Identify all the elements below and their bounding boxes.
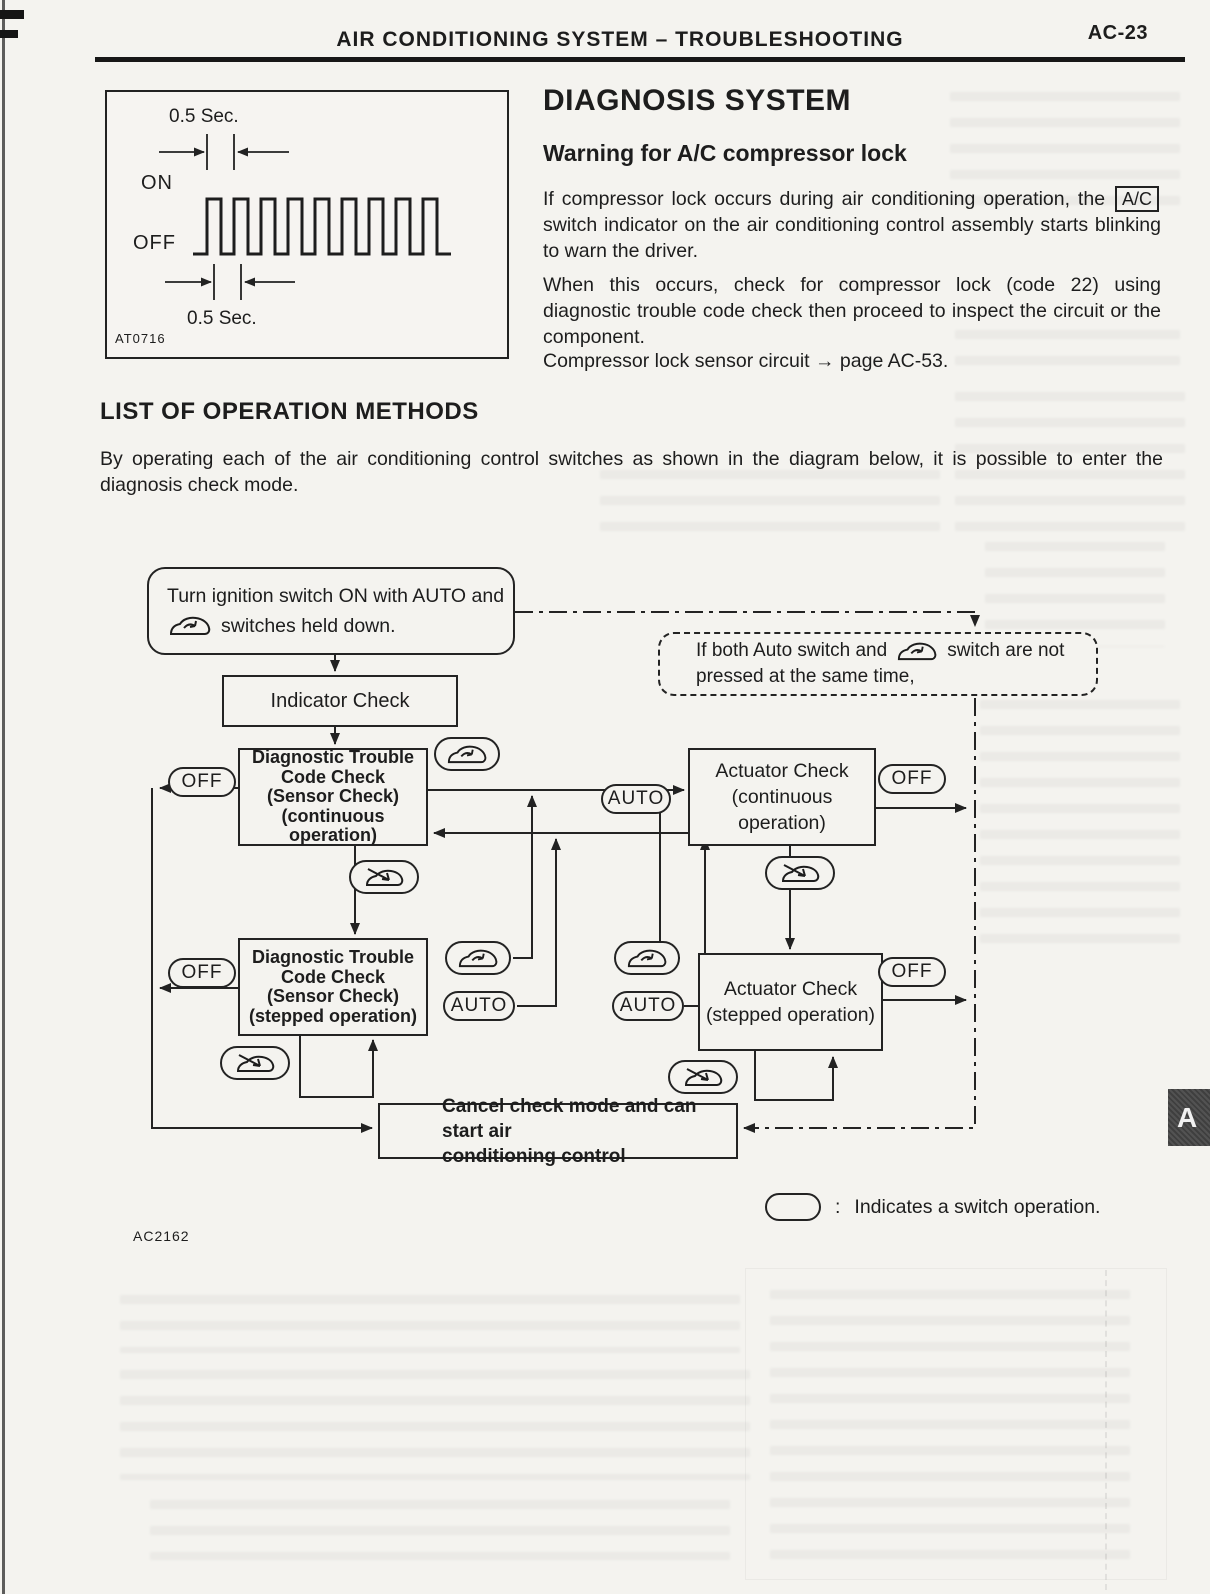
figure-code: AT0716 [115, 331, 166, 346]
recirculation-switch-oval [614, 941, 680, 975]
off-switch-oval [878, 957, 946, 987]
auto-label: AUTO [607, 788, 665, 809]
box-text-line: (continuous [281, 805, 385, 826]
off-label: OFF [891, 768, 933, 789]
bleed-through-artifact [745, 1268, 1167, 1580]
section-tab-label: A [1177, 1101, 1198, 1133]
square-wave-drawing [107, 92, 502, 352]
box-text-line: (Sensor Check) [266, 786, 400, 807]
off-switch-oval [168, 958, 236, 988]
indicator-check-box [222, 675, 458, 727]
off-switch-oval [168, 767, 236, 797]
auto-switch-oval [443, 991, 515, 1021]
legend-switch-oval [765, 1193, 821, 1221]
auto-switch-oval [601, 784, 671, 814]
fresh-air-switch-oval [668, 1060, 738, 1094]
auto-switch-oval [612, 991, 684, 1021]
page-title: AIR CONDITIONING SYSTEM – TROUBLESHOOTING [336, 28, 904, 51]
box-text-line: Diagnostic Trouble [251, 947, 415, 967]
sensor-circuit-reference: Compressor lock sensor circuit → page AC-53. [543, 350, 949, 372]
recirculation-icon [456, 948, 500, 969]
legend-text: Indicates a switch operation. [854, 1195, 1101, 1218]
bleed-through-artifact [120, 1295, 740, 1353]
off-label: OFF [181, 771, 223, 792]
interval-label-top: 0.5 Sec. [169, 106, 239, 127]
bleed-through-artifact [770, 1290, 1130, 1570]
fresh-air-switch-oval [765, 856, 835, 890]
off-switch-oval [878, 764, 946, 794]
recirculation-icon [445, 744, 489, 765]
box-text-line: Actuator Check [723, 978, 858, 1000]
paragraph-text: If compressor lock occurs during air conditioning operation, the [543, 188, 1106, 210]
off-label: OFF [181, 962, 223, 983]
if-both-not-pressed-box [658, 632, 1098, 696]
warning-subheading: Warning for A/C compressor lock [543, 140, 907, 166]
start-condition-line2: switches held down. [221, 615, 396, 637]
recirculation-icon [625, 948, 669, 969]
box-text-line: pressed at the same time, [696, 666, 915, 687]
box-text-line: Cancel check mode and can start air [442, 1095, 697, 1142]
start-condition-box [147, 567, 515, 655]
box-text-line: (stepped operation) [248, 1005, 417, 1026]
fresh-air-icon [777, 862, 823, 884]
interval-label-bottom: 0.5 Sec. [187, 308, 257, 329]
box-text-line: Code Check [280, 766, 386, 787]
box-text-line: If both Auto switch and [696, 640, 888, 661]
recirculation-icon [167, 615, 213, 637]
box-text-line: (Sensor Check) [266, 986, 400, 1006]
blink-pattern-figure [105, 90, 509, 359]
section-tab [1168, 1089, 1210, 1146]
actuator-check-continuous-box [688, 748, 876, 846]
dtc-check-stepped-box [238, 938, 428, 1036]
off-label: OFF [133, 232, 176, 254]
page-number: AC-23 [1087, 22, 1148, 44]
scan-edge-line [2, 0, 5, 1594]
auto-label: AUTO [619, 995, 677, 1016]
bleed-through-artifact [980, 700, 1180, 960]
auto-label: AUTO [450, 995, 508, 1016]
ac-switch-badge: A/C [1115, 186, 1159, 212]
flowchart-figure-code: AC2162 [133, 1228, 190, 1244]
indicator-check-label: Indicator Check [270, 689, 410, 712]
header-rule [95, 57, 1185, 62]
bleed-through-artifact [120, 1370, 750, 1480]
legend [765, 1193, 1100, 1221]
scan-mark [0, 30, 18, 38]
bleed-through-artifact [150, 1500, 730, 1560]
warning-paragraph-1 [543, 186, 1161, 264]
cancel-check-mode-box [378, 1095, 738, 1167]
diagnosis-system-heading: DIAGNOSIS SYSTEM [543, 84, 852, 117]
fresh-air-icon [680, 1066, 726, 1088]
box-text-line: operation) [289, 825, 377, 846]
operation-methods-intro: By operating each of the air conditioning control switches as shown in the diagram below, it is possible to enter the diagnosis check mode. [100, 448, 1163, 496]
box-text-line: switch are not [947, 640, 1065, 661]
legend-colon: : [835, 1195, 841, 1218]
bleed-through-artifact [1105, 1270, 1107, 1590]
scan-mark [0, 10, 24, 19]
box-text-line: (continuous operation) [731, 786, 833, 834]
operation-methods-heading: LIST OF OPERATION METHODS [100, 398, 479, 425]
fresh-air-icon [361, 866, 407, 888]
box-text-line: conditioning control [442, 1145, 626, 1167]
warning-paragraph-2: When this occurs, check for compressor lock (code 22) using diagnostic trouble code check then proceed to inspect the circuit or the component. [543, 274, 1161, 348]
box-text-line: Code Check [280, 966, 386, 987]
recirculation-icon [895, 641, 939, 662]
box-text-line: (stepped operation) [705, 1004, 876, 1026]
fresh-air-switch-oval [220, 1046, 290, 1080]
recirculation-switch-oval [445, 941, 511, 975]
box-text-line: Diagnostic Trouble [251, 747, 415, 768]
fresh-air-switch-oval [349, 860, 419, 894]
start-condition-line1: Turn ignition switch ON with AUTO and [167, 585, 505, 607]
fresh-air-icon [232, 1052, 278, 1074]
dtc-check-continuous-box [238, 748, 428, 846]
box-text-line: Actuator Check [715, 760, 849, 782]
paragraph-text: switch indicator on the air conditioning control assembly starts blinking to warn the driver. [543, 214, 1161, 262]
actuator-check-stepped-box [698, 953, 883, 1051]
on-label: ON [141, 172, 173, 194]
off-label: OFF [891, 961, 933, 982]
recirculation-switch-oval [434, 737, 500, 771]
